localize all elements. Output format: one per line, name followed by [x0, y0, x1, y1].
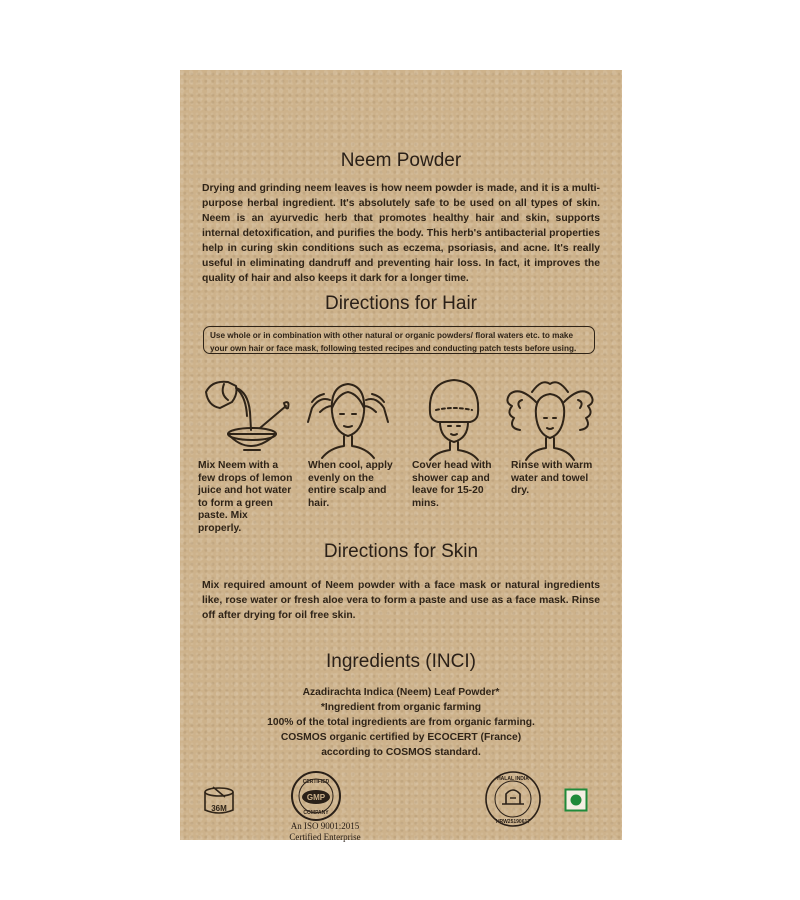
apply-scalp-icon: [300, 372, 396, 462]
hair-usage-note: Use whole or in combination with other natural or organic powders/ floral waters etc. to make your own hair or face mask, following tested recipes and conducting patch tests before using.: [203, 326, 595, 354]
neem-title: Neem Powder: [340, 150, 462, 171]
iso-certification: [270, 821, 380, 843]
ingredients-title: Ingredients (INCI): [326, 651, 476, 672]
gmp-badge-top: CERTIFIED: [302, 779, 330, 785]
iso-line-1: An ISO 9001:2015: [290, 821, 360, 831]
halal-india-badge-icon: [484, 770, 542, 828]
mixing-bowl-icon: [198, 372, 294, 462]
product-label-panel: [180, 70, 622, 840]
shower-cap-icon: [406, 372, 502, 462]
veg-mark-icon: [564, 788, 588, 812]
iso-line-2: Certified Enterprise: [289, 832, 361, 842]
gmp-badge-bottom: COMPANY: [303, 810, 329, 816]
hair-step-4: Rinse with warm water and towel dry.: [511, 460, 593, 496]
ingredient-line: COSMOS organic certified by ECOCERT (France): [280, 732, 522, 743]
shelf-life-text: 36M: [211, 804, 227, 813]
hair-step-1: Mix Neem with a few drops of lemon juice and hot water to form a green paste. Mix properly.: [198, 460, 293, 534]
skin-directions-title: Directions for Skin: [323, 541, 479, 562]
halal-code-text: HRW25190617: [495, 819, 531, 825]
hair-step-3: Cover head with shower cap and leave for 15-20 mins.: [412, 460, 492, 509]
shelf-life-icon: [200, 782, 238, 818]
ingredient-line: 100% of the total ingredients are from organic farming.: [267, 717, 535, 728]
ingredient-line: Azadirachta Indica (Neem) Leaf Powder*: [302, 687, 500, 698]
ingredient-line: according to COSMOS standard.: [321, 747, 481, 758]
hair-step-2: When cool, apply evenly on the entire scalp and hair.: [308, 460, 393, 509]
hair-directions-title: Directions for Hair: [324, 293, 478, 314]
gmp-badge-icon: [290, 770, 342, 822]
ingredient-line: *Ingredient from organic farming: [320, 702, 482, 713]
neem-description: Drying and grinding neem leaves is how neem powder is made, and it is a multi-purpose herbal ingredient. It's absolutely safe to be used on all types of skin. Neem is an ayurvedic herb that promotes healthy hair and skin, supports internal detoxification, and purifies the body. This herb's antibacterial properties help in curing skin conditions such as eczema, psoriasis, and acne. It's really useful in eliminating dandruff and preventing hair loss. In fact, it improves the quality of hair and also keeps it dark for a longer time.: [202, 183, 600, 284]
skin-directions-text: Mix required amount of Neem powder with a face mask or natural ingredients like, rose water or fresh aloe vera to form a paste and use as a face mask. Rinse off after drying for oil free skin.: [202, 580, 600, 621]
halal-top-text: HALAL INDIA: [497, 776, 529, 782]
rinse-hair-icon: [502, 372, 598, 462]
gmp-badge-mid: GMP: [306, 793, 326, 802]
